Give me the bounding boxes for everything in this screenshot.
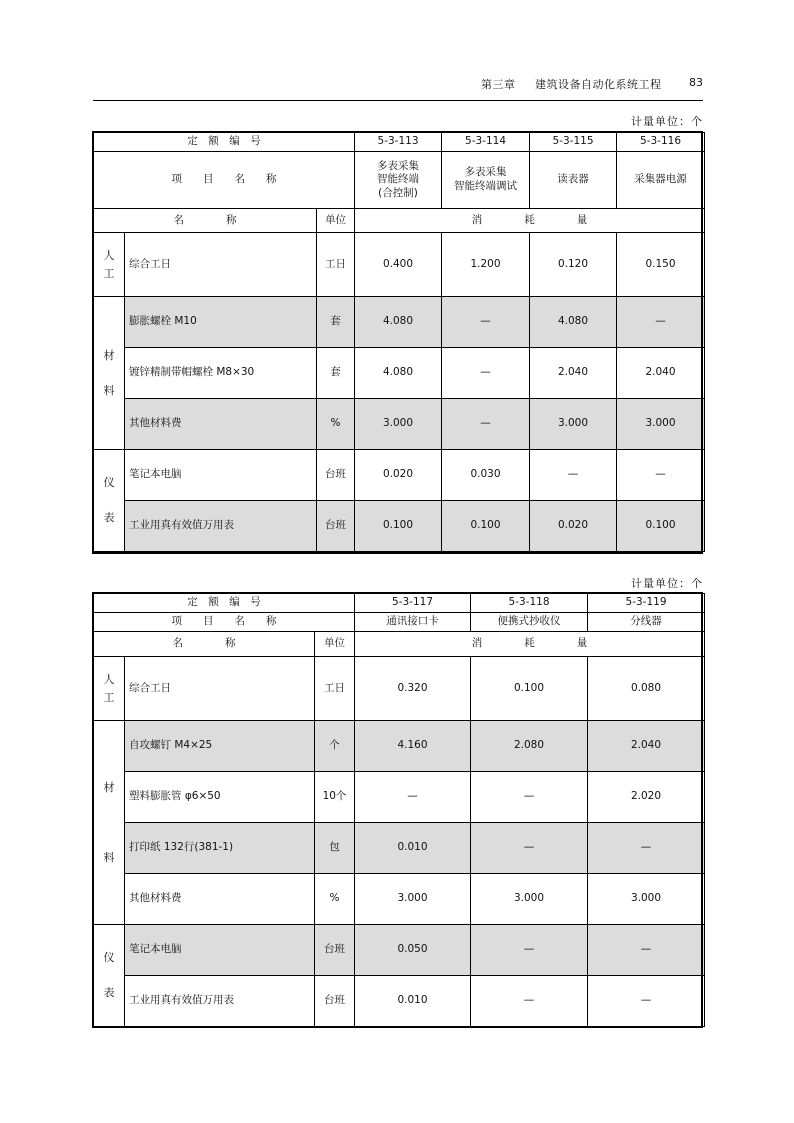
quantity-cell: 0.150 (617, 233, 705, 297)
item-name-label: 项 目 名 称 (94, 152, 355, 209)
resource-name: 其他材料费 (125, 874, 315, 925)
resource-unit: 工日 (315, 657, 355, 721)
quantity-cell: 2.040 (530, 348, 617, 399)
quantity-cell: — (442, 297, 530, 348)
quantity-cell: 0.020 (530, 501, 617, 552)
chapter-label: 第三章 (481, 78, 516, 91)
resource-name: 自攻螺钉 M4×25 (125, 721, 315, 772)
quota-table-2 (93, 593, 705, 1027)
resource-unit: 包 (315, 823, 355, 874)
quantity-cell: 0.100 (442, 501, 530, 552)
quota-code: 5-3-118 (471, 594, 588, 613)
quota-code: 5-3-113 (355, 133, 442, 152)
item-name: 通讯接口卡 (355, 613, 471, 632)
category-labor: 人 工 (94, 657, 125, 721)
quantity-cell: 0.020 (355, 450, 442, 501)
quantity-cell: 3.000 (471, 874, 588, 925)
unit-column-header: 单位 (317, 209, 355, 233)
quantity-cell: 2.040 (588, 721, 705, 772)
category-material: 材 料 (94, 721, 125, 925)
quantity-cell: 4.080 (530, 297, 617, 348)
item-name: 分线器 (588, 613, 705, 632)
category-material: 材 料 (94, 297, 125, 450)
item-name: 采集器电源 (617, 152, 705, 209)
quantity-cell: — (617, 297, 705, 348)
category-instrument: 仪 表 (94, 925, 125, 1027)
quantity-cell: — (471, 976, 588, 1027)
quantity-cell: — (471, 823, 588, 874)
quantity-cell: 0.010 (355, 976, 471, 1027)
quantity-cell: 0.080 (588, 657, 705, 721)
resource-name: 塑料膨胀管 φ6×50 (125, 772, 315, 823)
quota-code: 5-3-117 (355, 594, 471, 613)
resource-unit: 10个 (315, 772, 355, 823)
quantity-cell: 4.160 (355, 721, 471, 772)
page-header (93, 76, 703, 98)
resource-unit: % (317, 399, 355, 450)
header-rule (93, 100, 703, 101)
quantity-cell: 3.000 (617, 399, 705, 450)
resource-unit: 台班 (317, 450, 355, 501)
resource-name: 综合工日 (125, 657, 315, 721)
item-name: 读表器 (530, 152, 617, 209)
resource-unit: 台班 (317, 501, 355, 552)
quota-number-label: 定 额 编 号 (94, 594, 355, 613)
resource-name: 打印纸 132行(381-1) (125, 823, 315, 874)
resource-unit: 个 (315, 721, 355, 772)
quantity-cell: 3.000 (530, 399, 617, 450)
name-column-header: 名 称 (94, 632, 315, 657)
item-name: 便携式抄收仪 (471, 613, 588, 632)
resource-unit: 套 (317, 297, 355, 348)
quantity-cell: — (588, 823, 705, 874)
quantity-cell: 0.120 (530, 233, 617, 297)
quantity-cell: — (442, 399, 530, 450)
item-name: 多表采集 智能终端调试 (442, 152, 530, 209)
quantity-cell: 0.400 (355, 233, 442, 297)
quantity-cell: 3.000 (588, 874, 705, 925)
resource-unit: % (315, 874, 355, 925)
quantity-cell: 0.010 (355, 823, 471, 874)
resource-name: 工业用真有效值万用表 (125, 501, 317, 552)
quota-code: 5-3-119 (588, 594, 705, 613)
resource-name: 笔记本电脑 (125, 925, 315, 976)
resource-name: 工业用真有效值万用表 (125, 976, 315, 1027)
consumption-header: 消 耗 量 (355, 209, 705, 233)
quantity-cell: 3.000 (355, 399, 442, 450)
quantity-cell: 1.200 (442, 233, 530, 297)
quota-code: 5-3-115 (530, 133, 617, 152)
quota-code: 5-3-114 (442, 133, 530, 152)
resource-name: 其他材料费 (125, 399, 317, 450)
quantity-cell: — (471, 925, 588, 976)
resource-unit: 台班 (315, 925, 355, 976)
table2-unit-label: 计量单位：个 (631, 577, 703, 590)
quantity-cell: 2.020 (588, 772, 705, 823)
quantity-cell: — (471, 772, 588, 823)
page-number: 83 (689, 76, 703, 89)
quantity-cell: — (588, 925, 705, 976)
quantity-cell: 0.100 (355, 501, 442, 552)
quantity-cell: — (588, 976, 705, 1027)
quantity-cell: 2.040 (617, 348, 705, 399)
unit-column-header: 单位 (315, 632, 355, 657)
category-labor: 人 工 (94, 233, 125, 297)
quantity-cell: 0.030 (442, 450, 530, 501)
resource-name: 笔记本电脑 (125, 450, 317, 501)
table1-unit-label: 计量单位：个 (631, 115, 703, 128)
quantity-cell: 0.320 (355, 657, 471, 721)
quantity-cell: 0.100 (471, 657, 588, 721)
quantity-cell: 0.100 (617, 501, 705, 552)
resource-name: 综合工日 (125, 233, 317, 297)
quantity-cell: — (617, 450, 705, 501)
item-name: 多表采集 智能终端 (合控制) (355, 152, 442, 209)
item-name-label: 项 目 名 称 (94, 613, 355, 632)
quantity-cell: 2.080 (471, 721, 588, 772)
quota-number-label: 定 额 编 号 (94, 133, 355, 152)
quantity-cell: — (355, 772, 471, 823)
quantity-cell: — (442, 348, 530, 399)
quantity-cell: 0.050 (355, 925, 471, 976)
quota-table-1 (93, 132, 705, 552)
consumption-header: 消 耗 量 (355, 632, 705, 657)
resource-unit: 套 (317, 348, 355, 399)
quantity-cell: 3.000 (355, 874, 471, 925)
resource-name: 膨胀螺栓 M10 (125, 297, 317, 348)
chapter-title: 建筑设备自动化系统工程 (535, 78, 662, 91)
resource-name: 镀锌精制带帽螺栓 M8×30 (125, 348, 317, 399)
quota-code: 5-3-116 (617, 133, 705, 152)
resource-unit: 工日 (317, 233, 355, 297)
quantity-cell: 4.080 (355, 297, 442, 348)
category-instrument: 仪 表 (94, 450, 125, 552)
name-column-header: 名 称 (94, 209, 317, 233)
quantity-cell: 4.080 (355, 348, 442, 399)
resource-unit: 台班 (315, 976, 355, 1027)
quantity-cell: — (530, 450, 617, 501)
